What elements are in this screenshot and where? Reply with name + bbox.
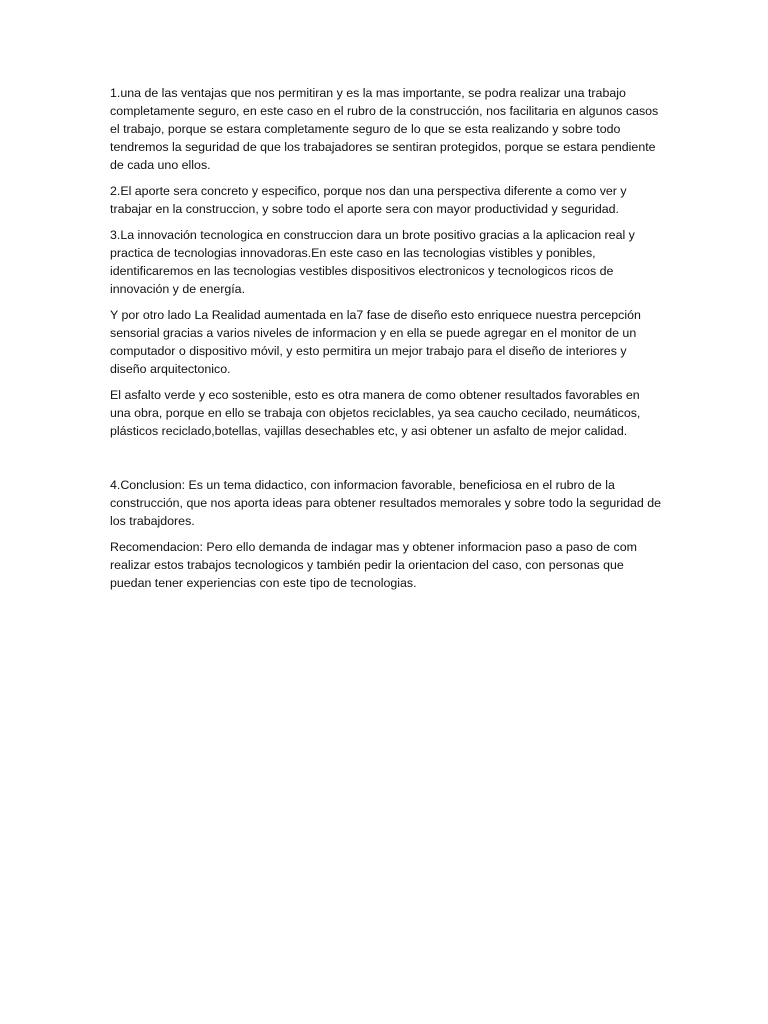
paragraph-asfalto-verde: El asfalto verde y eco sostenible, esto es otra manera de como obtener resultados favorables en una obra, porque en ello se trabaja con objetos reciclables, ya sea caucho cecilado, neumáticos, plásticos reciclado,botellas, vajillas desechables etc, y asi obtener un asfalto de mejor calidad. (110, 388, 641, 438)
paragraph-spacer (110, 448, 662, 476)
paragraph-innovacion: 3.La innovación tecnologica en construccion dara un brote positivo gracias a la aplicacion real y practica de tecnologias innovadoras.En este caso en las tecnologias vistibles y ponibles, identificaremos en las tecnologias vestibles dispositivos electronicos y tecnologicos ricos de innovación y de energía. (110, 228, 635, 296)
paragraph-recomendacion: Recomendacion: Pero ello demanda de indagar mas y obtener informacion paso a paso de com realizar estos trabajos tecnologicos y también pedir la orientacion del caso, con personas que puedan tener experiencias con este tipo de tecnologias. (110, 540, 637, 590)
paragraph-realidad-aumentada: Y por otro lado La Realidad aumentada en la7 fase de diseño esto enriquece nuestra percepción sensorial gracias a varios niveles de informacion y en ella se puede agregar en el monitor de un computador o dispositivo móvil, y esto permitira un mejor trabajo para el diseño de interiores y diseño arquitectonico. (110, 308, 641, 376)
document-body (110, 84, 662, 600)
paragraph-conclusion: 4.Conclusion: Es un tema didactico, con informacion favorable, beneficiosa en el rubro de la construcción, que nos aporta ideas para obtener resultados memorales y sobre todo la seguridad de los trabajdores. (110, 478, 662, 528)
paragraph-aporte: 2.El aporte sera concreto y especifico, porque nos dan una perspectiva diferente a como ver y trabajar en la construccion, y sobre todo el aporte sera con mayor productividad y seguridad. (110, 184, 627, 216)
paragraph-ventajas: 1.una de las ventajas que nos permitiran y es la mas importante, se podra realizar una trabajo completamente seguro, en este caso en el rubro de la construcción, nos facilitaria en algunos casos el trabajo, porque se estara completamente seguro de lo que se esta realizando y sobre todo tendremos la seguridad de que los trabajadores se sentiran protegidos, porque se estara pendiente de cada uno ellos. (110, 86, 659, 172)
